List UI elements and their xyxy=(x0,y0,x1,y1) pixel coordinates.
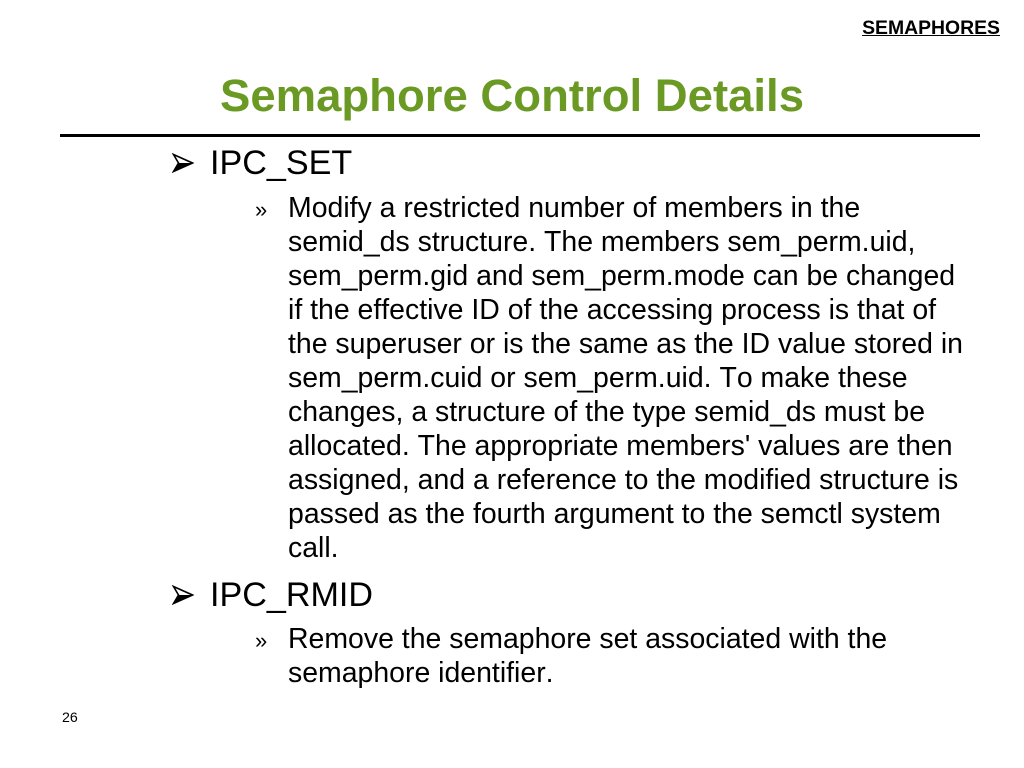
sub-bullet-text: Modify a restricted number of members in the semid_ds structure. The members sem_perm.uid, sem_perm.gid and sem_perm.mode can be changed if the effective ID of the accessing process is that of the superuser or is the same as the ID value stored in sem_perm.cuid or sem_perm.uid. To make these changes, a structure of the type semid_ds must be allocated. The appropriate members' values are then assigned, and a reference to the modified structure is passed as the fourth argument to the semctl system call. xyxy=(288,192,963,564)
bullet-label-ipc-rmid: IPC_RMID xyxy=(210,576,374,614)
slide-title: Semaphore Control Details xyxy=(219,70,805,121)
section-label: SEMAPHORES xyxy=(862,17,1000,39)
sub-bullet-marker: » xyxy=(255,197,268,222)
arrowhead-bullet-icon xyxy=(172,153,194,173)
arrowhead-bullet-icon xyxy=(172,585,194,605)
page-number: 26 xyxy=(62,710,78,726)
sub-bullet-marker: » xyxy=(255,628,268,653)
bullet-label-ipc-set: IPC_SET xyxy=(210,144,353,182)
sub-bullet xyxy=(255,622,970,690)
title-divider xyxy=(60,134,980,137)
sub-bullet-text: Remove the semaphore set associated with the semaphore identifier. xyxy=(288,623,888,689)
sub-bullet xyxy=(255,191,970,565)
